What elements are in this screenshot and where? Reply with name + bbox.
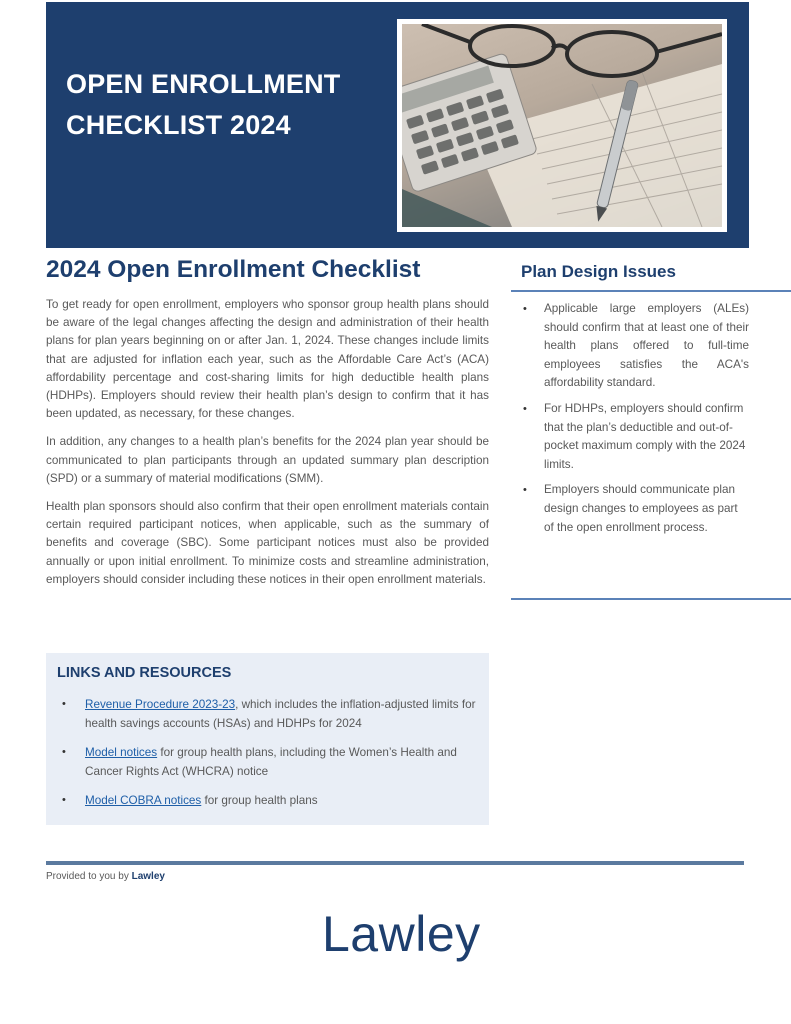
sidebar-divider-top — [511, 290, 791, 292]
links-and-resources-box — [46, 653, 489, 825]
resource-description: , which includes the inflation-adjusted limits for health savings accounts (HSAs) and HDHPs for 2024 — [85, 698, 476, 730]
resource-description: for group health plans, including the Women’s Health and Cancer Rights Act (WHCRA) notice — [85, 746, 457, 778]
header-photo — [402, 24, 722, 227]
resource-description: for group health plans — [201, 794, 318, 807]
provided-brand: Lawley — [131, 871, 165, 882]
bullet-icon: • — [523, 402, 527, 415]
plan-design-heading: Plan Design Issues — [521, 262, 676, 281]
lawley-logo: Lawley — [322, 906, 481, 962]
resources-title: LINKS AND RESOURCES — [57, 665, 232, 681]
bullet-icon: • — [62, 794, 66, 806]
model-notices-link[interactable]: Model notices — [85, 746, 158, 759]
calculator-glasses-pen-illustration — [402, 24, 722, 227]
body-text — [46, 296, 489, 599]
plan-design-item-text: For HDHPs, employers should confirm that the plan’s deductible and out-of-pocket maximum comply with the 2024 limits. — [544, 401, 746, 471]
resource-item-model-notices — [60, 743, 480, 781]
plan-design-item-communicate — [521, 481, 749, 537]
revenue-procedure-link[interactable]: Revenue Procedure 2023-23 — [85, 698, 236, 711]
plan-design-item-text: Applicable large employers (ALEs) should confirm that at least one of their health plans offered to full-time employees satisfies the ACA's affordability standard. — [544, 302, 749, 390]
title-line-1: OPEN ENROLLMENT — [66, 69, 341, 99]
paragraph-notices: Health plan sponsors should also confirm that their open enrollment materials contain certain required participant notices, when applicable, such as the summary of benefits and coverage (SBC). Some participant notices must also be provided annually or upon initial enrollment. To minimize costs and streamline administration, employers should consider including these notices in their open enrollment materials. — [46, 500, 489, 586]
bullet-icon: • — [62, 698, 66, 710]
resource-item-revenue-procedure — [60, 695, 480, 733]
plan-design-list — [521, 300, 749, 544]
header-photo-frame — [397, 19, 727, 232]
paragraph-intro: To get ready for open enrollment, employers who sponsor group health plans should be aware of the legal changes affecting the design and administration of their health plans for plan years beginning on or after Jan. 1, 2024. These changes include limits that are adjusted for inflation each year, such as the Affordable Care Act’s (ACA) affordability percentage and cost-sharing limits for high deductible health plans (HDHPs). Employers should review their health plan’s design to confirm that it has been updated, as necessary, for these changes. — [46, 298, 489, 421]
main-heading: 2024 Open Enrollment Checklist — [46, 256, 421, 283]
bullet-icon: • — [62, 746, 66, 758]
header-banner — [46, 2, 749, 248]
paragraph-changes: In addition, any changes to a health plan’s benefits for the 2024 plan year should be communicated to plan participants through an updated summary plan description (SPD) or a summary of material modifications (SMM). — [46, 435, 489, 485]
resources-list — [60, 695, 480, 820]
bullet-icon: • — [523, 484, 527, 497]
footer-divider — [46, 861, 744, 865]
sidebar-divider-bottom — [511, 598, 791, 600]
resource-item-cobra-notices — [60, 791, 480, 810]
title-line-2: CHECKLIST 2024 — [66, 110, 291, 140]
bullet-icon: • — [523, 303, 527, 315]
plan-design-item-text: Employers should communicate plan design changes to employees as part of the open enrollment process. — [544, 483, 738, 534]
document-title — [66, 64, 396, 146]
model-cobra-notices-link[interactable]: Model COBRA notices — [85, 794, 202, 807]
plan-design-item-hdhp — [521, 400, 749, 474]
plan-design-item-ale — [521, 300, 749, 393]
provided-by-text — [46, 871, 165, 882]
provided-prefix: Provided to you by — [46, 871, 132, 882]
